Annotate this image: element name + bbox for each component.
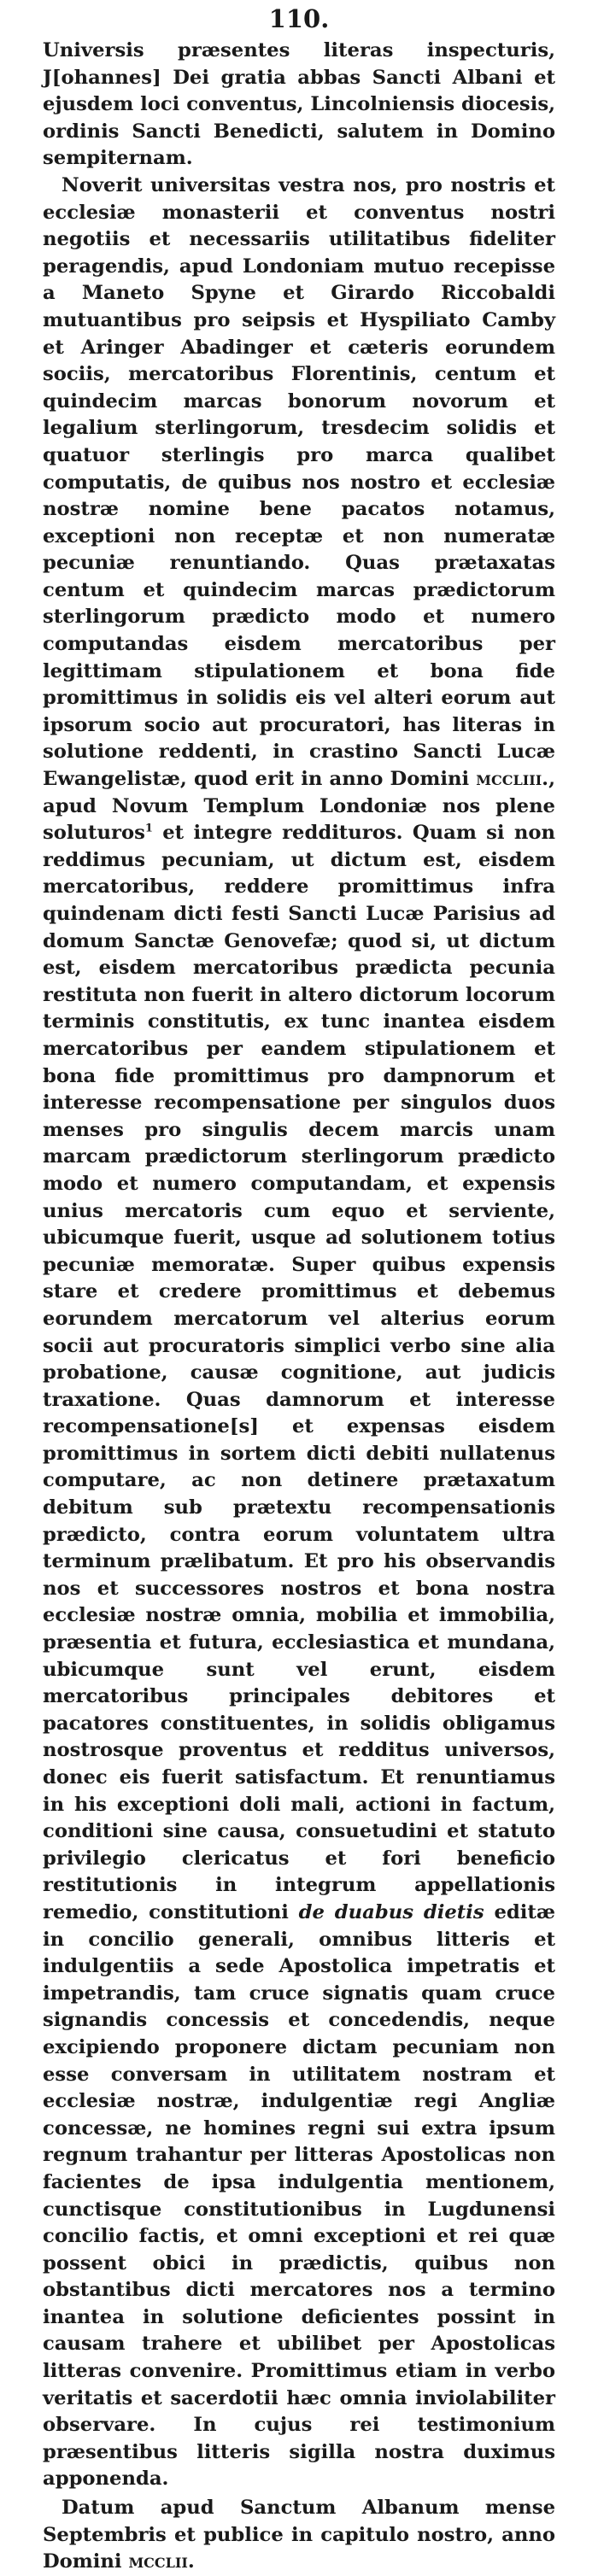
body-paragraph [43,173,555,2493]
body-text-segment: Noverit universitas vestra nos, pro nostris et ecclesiæ monasterii et conventus nostri negotiis et necessariis utilitatibus fideliter peragendis, apud Londoniam mutuo recepisse a Maneto Spyne et Girardo Riccobaldi mutuantibus pro seipsis et Hyspiliato Camby et Aringer Abadinger et cæteris eorundem sociis, mercatoribus Florentinis, centum et quindecim marcas bonorum novorum et legalium sterlingorum, tresdecim solidis et quatuor sterlingis pro marca qualibet computatis, de quibus nos nostro et ecclesiæ nostræ nomine bene pacatos notamus, exceptioni non receptæ et non numeratæ pecuniæ renuntiando. Quas prætaxatas centum et quindecim marcas prædictorum sterlingorum prædicto modo et numero computandas eisdem mercatoribus per legittimam stipulationem et bona fide promittimus in solidis eis vel alteri eorum aut ipsorum socio aut procuratori, has literas in solutione reddenti, in crastino Sancti Lucæ Ewangelistæ, quod erit in anno Domini [43,173,555,791]
dating-text: Datum apud Sanctum Albanum mense Septembris et publice in capitulo nostro, anno Domini [43,2497,555,2573]
footnote-marker: 1 [144,822,153,835]
year-small-caps: mcclii. [128,2550,195,2573]
document-page [43,0,555,2576]
dating-clause [43,2495,555,2576]
body-text-segment: , apud Novum Templum Londoniæ nos plene soluturos [43,768,555,845]
italic-phrase: de duabus dietis [298,1900,484,1923]
page-number: 110. [268,4,330,33]
body-text-segment: et integre reddituros. Quam si non reddimus pecuniam, ut dictum est, eisdem mercatoribus, reddere promittimus infra quindenam dicti festi Sancti Lucæ Parisius ad domum Sanctæ Genovefæ; quod si, ut dictum est, eisdem mercatoribus prædicta pecunia restituta non fuerit in altero dictorum locorum terminis constitutis, ex tunc inantea eisdem mercatoribus per eandem stipulationem et bona fide promittimus pro dampnorum et interesse recompensatione per singulos duos menses pro singulis decem marcis unam marcam prædictorum sterlingorum prædicto modo et numero computandam, et expensis unius mercatoris cum equo et serviente, ubicumque fuerit, usque ad solutionem totius pecuniæ memoratæ. Super quibus expensis stare et credere promittimus et debemus eorundem mercatorum vel alterius eorum socii aut procuratoris simplici verbo sine alia probatione, causæ cognitione, aut judicis traxatione. Quas damnorum et interesse recompensatione[s] et expensas eisdem promittimus in sortem dicti debiti nullatenus computare, ac non detinere prætaxatum debitum sub prætextu recompensationis prædicto, contra eorum voluntatem ultra terminum prælibatum. Et pro his observandis nos et successores nostros et bona nostra ecclesiæ nostræ omnia, mobilia et immobilia, præsentia et futura, ecclesiastica et mundana, ubicumque sunt vel erunt, eisdem mercatoribus principales debitores et pacatores constituentes, in solidis obligamus nostrosque proventus et redditus universos, donec eis fuerit satisfactum. Et renuntiamus in his exceptioni doli mali, actioni in factum, conditioni sine causa, consuetudini et statuto privilegio clericatus et fori beneficio restitutionis in integrum appellationis remedio, constitutioni [43,822,555,1923]
year-small-caps: mccliii. [476,768,549,791]
body-text-segment: editæ in concilio generali, omnibus litteris et indulgentiis a sede Apostolica impetratis et impetrandis, tam cruce signatis quam cruce signandis concessis et concedendis, neque excipiendo proponere dictam pecuniam non esse conversam in utilitatem nostram et ecclesiæ nostræ, indulgentiæ regi Angliæ concessæ, ne homines regni sui extra ipsum regnum trahantur per litteras Apostolicas non facientes de ipsa indulgentia mentionem, cunctisque constitutionibus in Lugdunensi concilio factis, et omni exceptioni et rei quæ possent obici in prædictis, quibus non obstantibus dicti mercatores nos a termino inantea in solutione deficientes possint in causam trahere et ubilibet per Apostolicas litteras convenire. Promittimus etiam in verbo veritatis et sacerdotii hæc omnia inviolabiliter observare. In cujus rei testimonium præsentibus litteris sigilla nostra duximus apponenda. [43,1900,556,2491]
address-paragraph: Universis præsentes literas inspecturis, J[ohannes] Dei gratia abbas Sancti Albani et ejusdem loci conventus, Lincolniensis diocesis, ordinis Sancti Benedicti, salutem in Domino sempiternam. [43,39,555,170]
